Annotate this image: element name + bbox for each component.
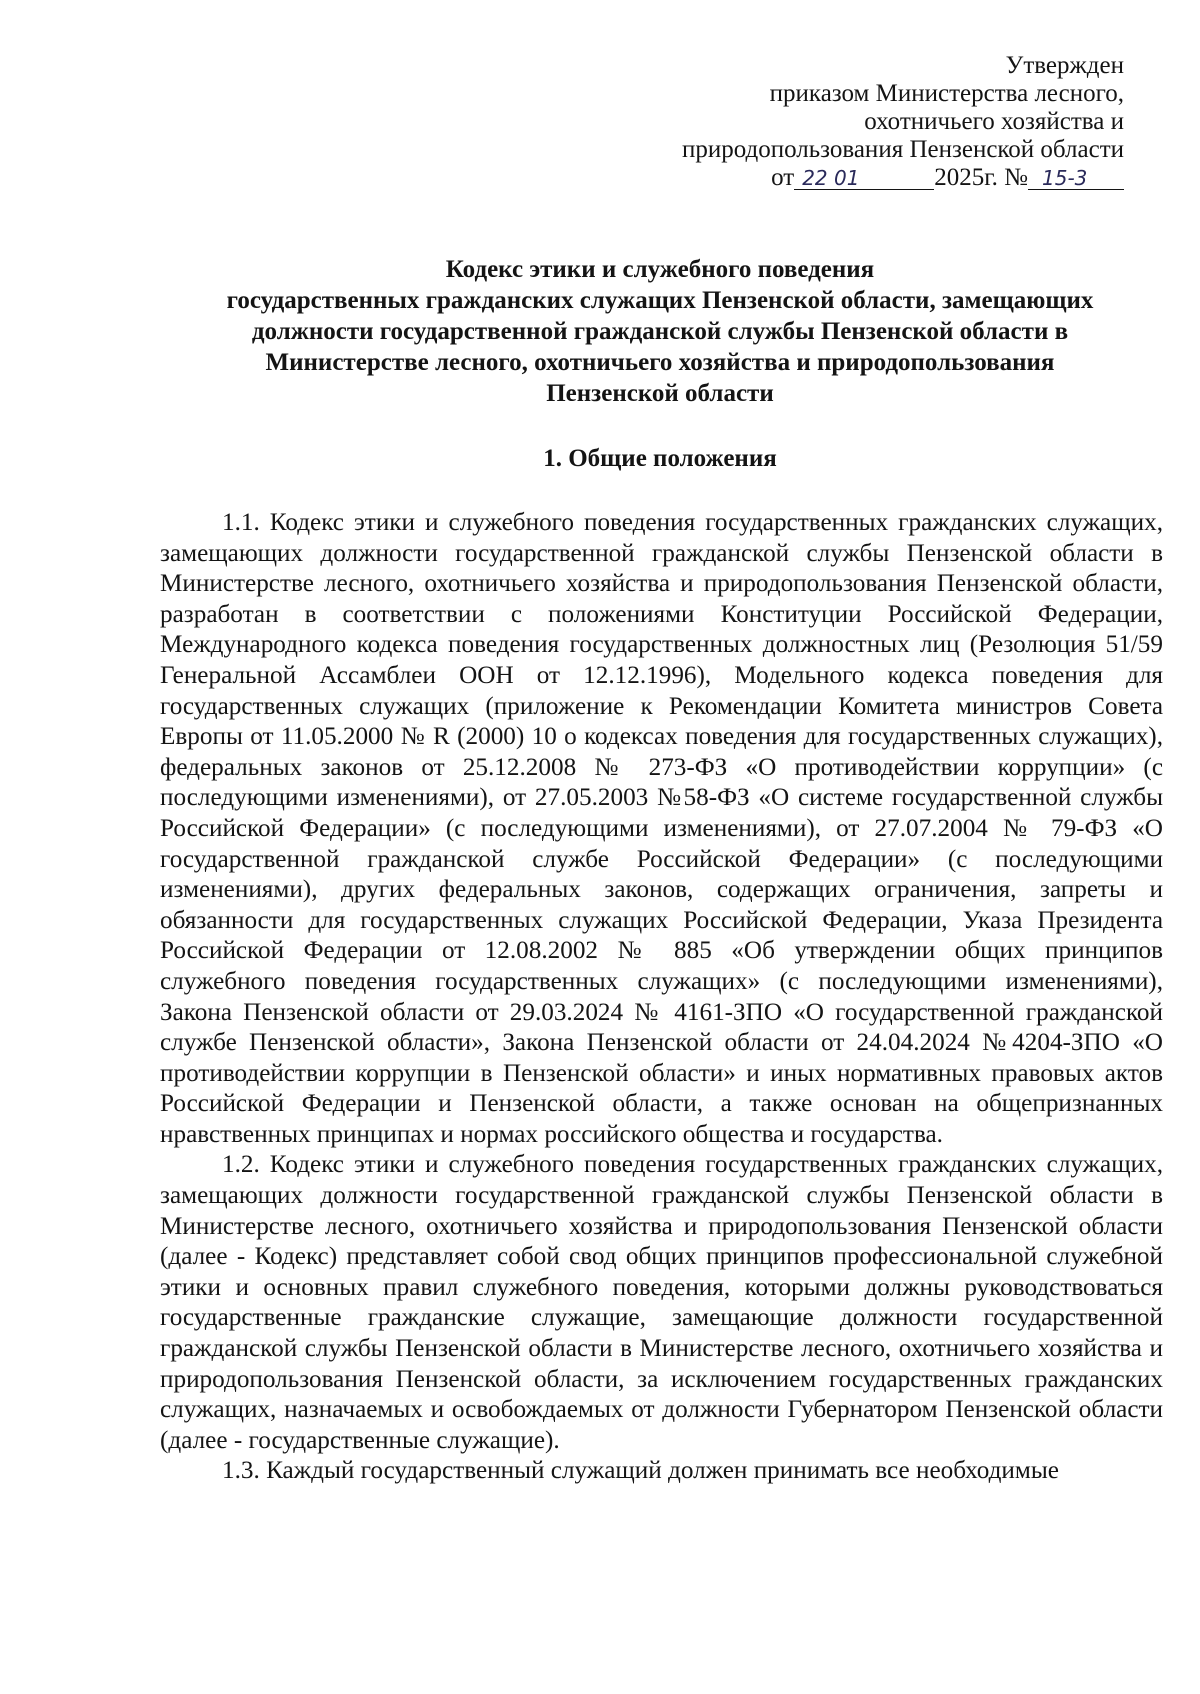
approval-stamp-block <box>682 52 1124 192</box>
document-body <box>160 508 1163 1487</box>
approval-line-order: приказом Министерства лесного, <box>769 80 1124 107</box>
title-line-2: государственных гражданских служащих Пензенской области, замещающих <box>226 287 1094 314</box>
document-title <box>150 254 1170 409</box>
title-line-4: Министерстве лесного, охотничьего хозяйства и природопользования <box>265 349 1055 376</box>
handwritten-order-number: 15-3 <box>1028 167 1124 190</box>
approval-date-number-line <box>682 164 1124 192</box>
paragraph-1-3: 1.3. Каждый государственный служащий должен принимать все необходимые <box>222 1457 1059 1485</box>
title-line-3: должности государственной гражданской службы Пензенской области в <box>251 318 1069 345</box>
handwritten-date: 22 01 <box>794 167 934 190</box>
approval-line-approved: Утвержден <box>1005 52 1124 79</box>
approval-line-ministry: охотничьего хозяйства и <box>864 108 1124 135</box>
approval-date-prefix: от <box>771 164 795 191</box>
approval-year-number-label: 2025г. № <box>934 164 1028 191</box>
approval-line-region: природопользования Пензенской области <box>681 136 1124 163</box>
title-line-1: Кодекс этики и служебного поведения <box>445 256 875 283</box>
paragraph-1-2: 1.2. Кодекс этики и служебного поведения государственных гражданских служащих, замещающих должности государственной гражданской службы Пензенской области в Министерстве лесного, охотничьего хозяйства и природопользования Пензенской области (далее - Кодекс) представляет собой свод общих принципов профессиональной служебной этики и основных правил служебного поведения, которыми должны руководствоваться государственные гражданские служащие, замещающие должности государственной гражданской службы Пензенской области в Министерстве лесного, охотничьего хозяйства и природопользования Пензенской области, за исключением государственных гражданских служащих, назначаемых и освобождаемых от должности Губернатором Пензенской области (далее - государственные служащие). <box>160 1151 1163 1454</box>
section-heading-general-provisions: 1. Общие положения <box>543 445 777 472</box>
title-line-5: Пензенской области <box>546 380 774 407</box>
paragraph-1-1: 1.1. Кодекс этики и служебного поведения государственных гражданских служащих, замещающих должности государственной гражданской службы Пензенской области в Министерстве лесного, охотничьего хозяйства и природопользования Пензенской области, разработан в соответствии с положениями Конституции Российской Федерации, Международного кодекса поведения государственных должностных лиц (Резолюция 51/59 Генеральной Ассамблеи ООН от 12.12.1996), Модельного кодекса поведения для государственных служащих (приложение к Рекомендации Комитета министров Совета Европы от 11.05.2000 № R (2000) 10 о кодексах поведения для государственных служащих), федеральных законов от 25.12.2008 № 273-ФЗ «О противодействии коррупции» (с последующими изменениями), от 27.05.2003 №58-ФЗ «О системе государственной службы Российской Федерации» (с последующими изменениями), от 27.07.2004 № 79-ФЗ «О государственной гражданской службе Российской Федерации» (с последующими изменениями), других федеральных законов, содержащих ограничения, запреты и обязанности для государственных служащих Российской Федерации, Указа Президента Российской Федерации от 12.08.2002 № 885 «Об утверждении общих принципов служебного поведения государственных служащих» (с последующими изменениями), Закона Пензенской области от 29.03.2024 № 4161-ЗПО «О государственной гражданской службе Пензенской области», Закона Пензенской области от 24.04.2024 №4204-ЗПО «О противодействии коррупции в Пензенской области» и иных нормативных правовых актов Российской Федерации и Пензенской области, а также основан на общепризнанных нравственных принципах и нормах российского общества и государства. <box>160 509 1163 1148</box>
